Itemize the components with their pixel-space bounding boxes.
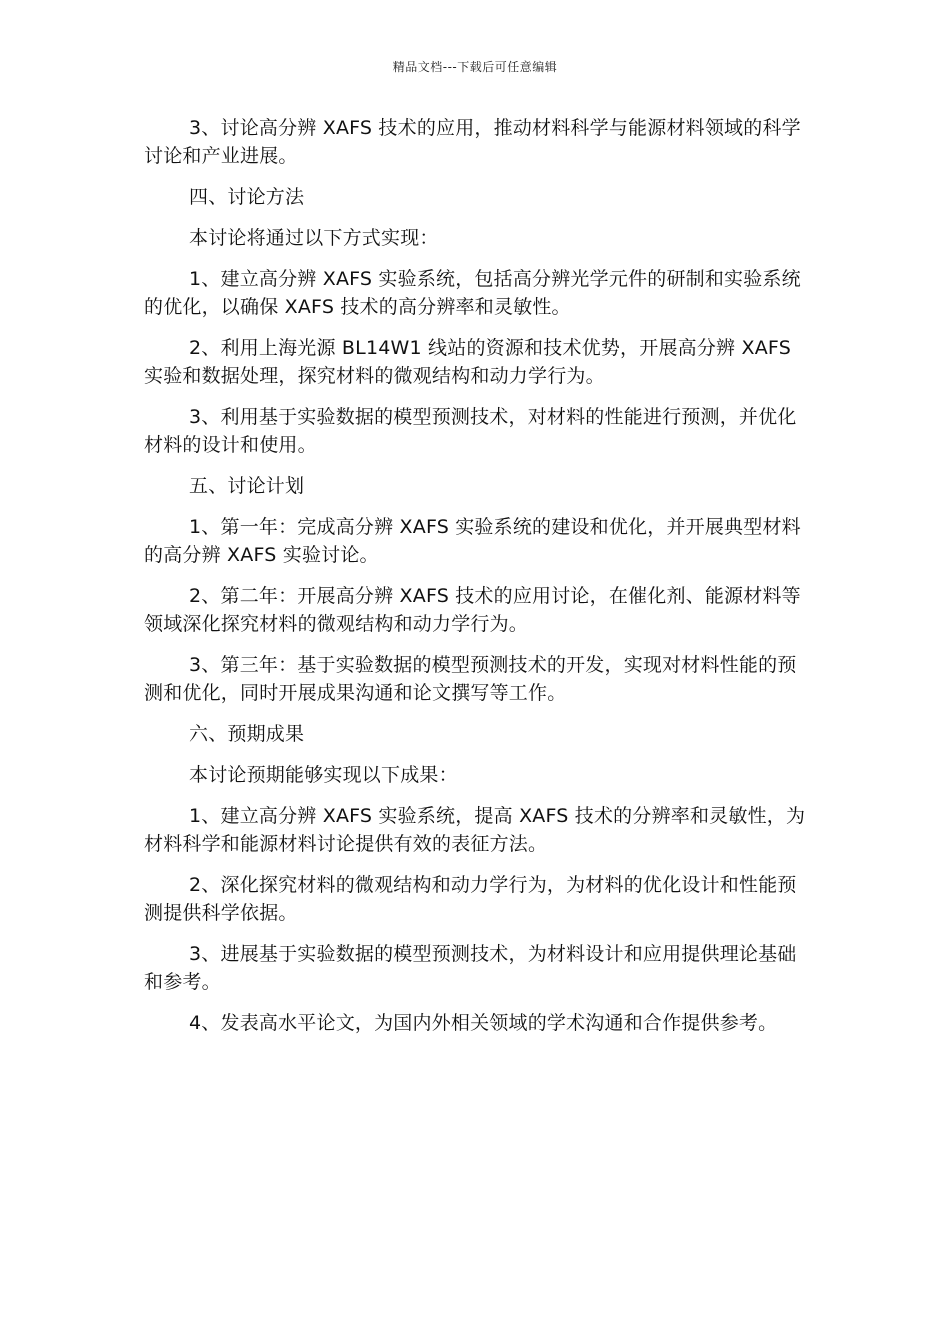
- page-header: 精品文档---下载后可任意编辑: [392, 60, 558, 74]
- paragraph-outcomes-intro: 本讨论预期能够实现以下成果：: [189, 764, 458, 786]
- paragraph-method-1: 1、建立高分辨 XAFS 实验系统，包括高分辨光学元件的研制和实验系统的优化，以确保 XAFS 技术的高分辨率和灵敏性。: [144, 268, 801, 318]
- paragraph-method-3: 3、利用基于实验数据的模型预测技术，对材料的性能进行预测，并优化材料的设计和使用。: [144, 406, 797, 456]
- paragraph-outcome-2: 2、深化探究材料的微观结构和动力学行为，为材料的优化设计和性能预测提供科学依据。: [144, 874, 797, 924]
- paragraph-outcome-3: 3、进展基于实验数据的模型预测技术，为材料设计和应用提供理论基础和参考。: [144, 943, 797, 993]
- section-heading-methods: 四、讨论方法: [189, 186, 305, 208]
- paragraph-plan-year-3: 3、第三年：基于实验数据的模型预测技术的开发，实现对材料性能的预测和优化，同时开展成果沟通和论文撰写等工作。: [144, 654, 797, 704]
- paragraph-outcome-1: 1、建立高分辨 XAFS 实验系统，提高 XAFS 技术的分辨率和灵敏性，为材料科学和能源材料讨论提供有效的表征方法。: [144, 805, 806, 855]
- paragraph-plan-year-1: 1、第一年：完成高分辨 XAFS 实验系统的建设和优化，并开展典型材料的高分辨 XAFS 实验讨论。: [144, 516, 801, 566]
- paragraph-outcome-4: 4、发表高水平论文，为国内外相关领域的学术沟通和合作提供参考。: [189, 1012, 778, 1034]
- paragraph-methods-intro: 本讨论将通过以下方式实现：: [189, 227, 439, 249]
- paragraph-plan-year-2: 2、第二年：开展高分辨 XAFS 技术的应用讨论，在催化剂、能源材料等领域深化探究材料的微观结构和动力学行为。: [144, 585, 801, 635]
- paragraph-method-2: 2、利用上海光源 BL14W1 线站的资源和技术优势，开展高分辨 XAFS 实验和数据处理，探究材料的微观结构和动力学行为。: [144, 337, 791, 387]
- paragraph-goal-3: 3、讨论高分辨 XAFS 技术的应用，推动材料科学与能源材料领域的科学讨论和产业进展。: [144, 117, 801, 167]
- section-heading-plan: 五、讨论计划: [189, 475, 305, 497]
- document-body: [144, 114, 808, 1050]
- section-heading-outcomes: 六、预期成果: [189, 723, 305, 745]
